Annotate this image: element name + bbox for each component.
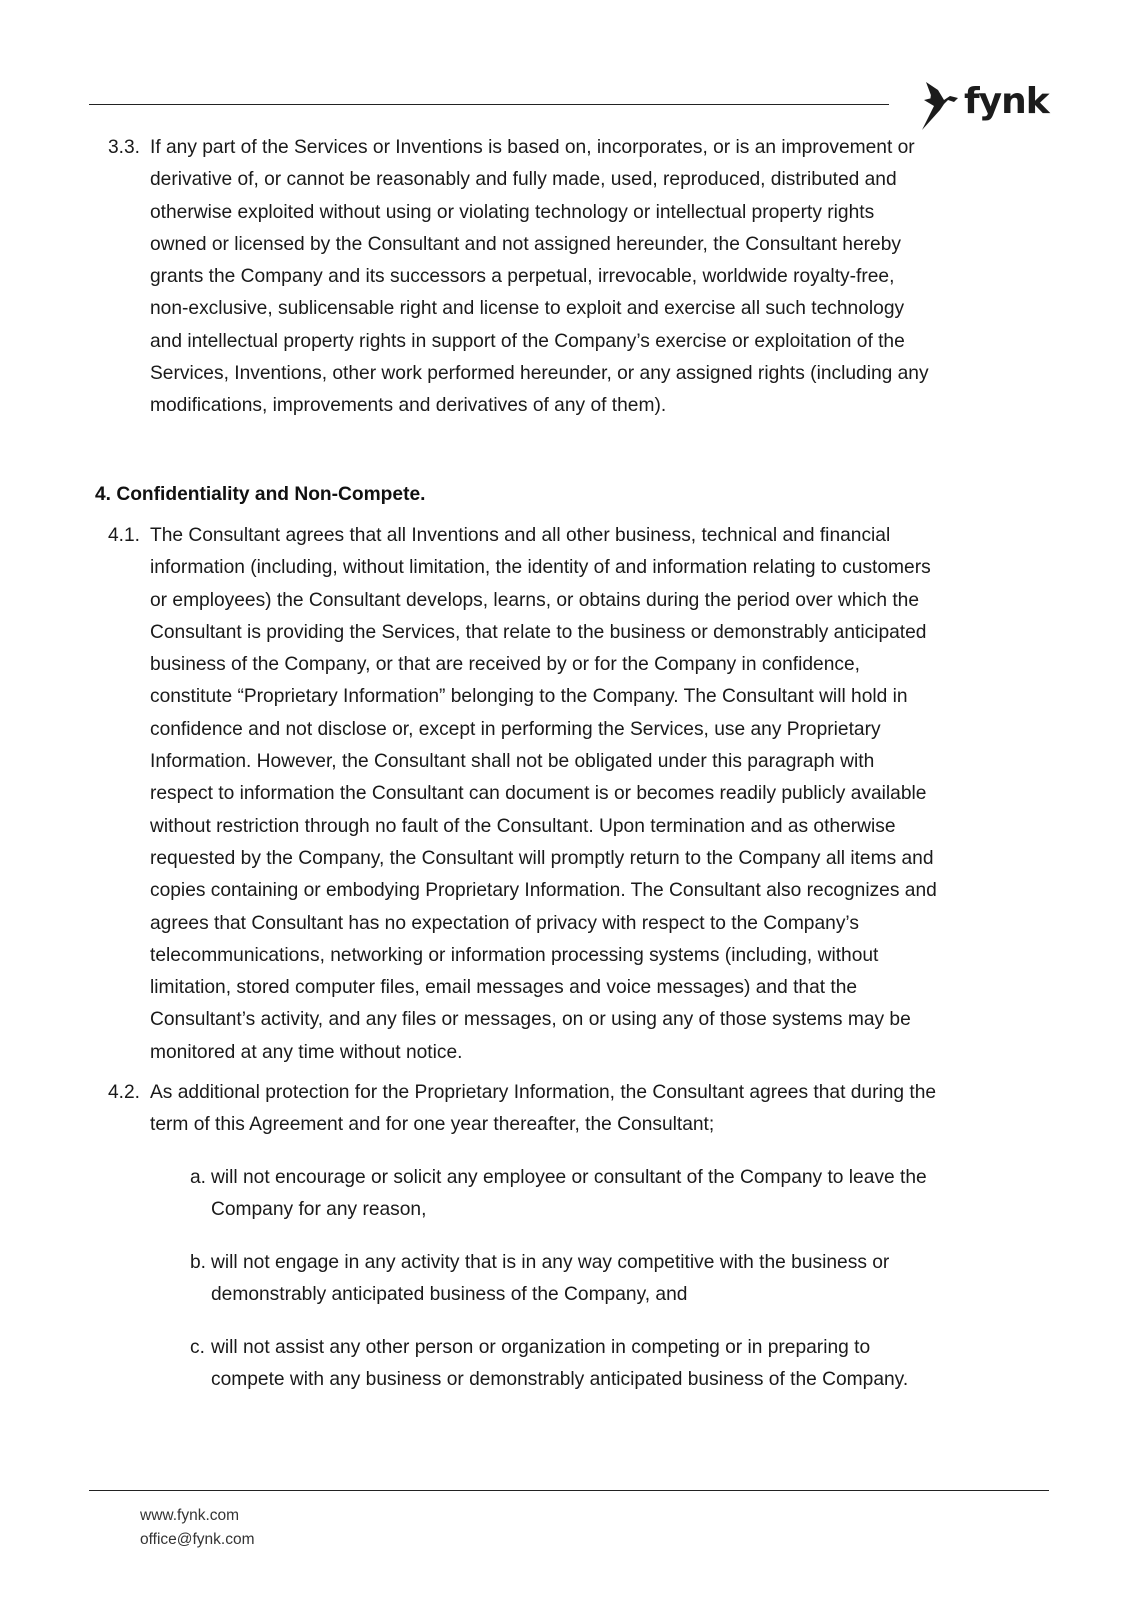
text-line: requested by the Company, the Consultant will promptly return to the Company all items and <box>150 847 934 869</box>
clause-text <box>150 520 1040 1069</box>
footer-email[interactable]: office@fynk.com <box>140 1531 255 1548</box>
clause-text <box>150 1077 1040 1142</box>
text-line: information (including, without limitation, the identity of and information relating to customers <box>150 557 931 579</box>
clause-number: 4.2. <box>108 1082 141 1103</box>
text-line: compete with any business or demonstrably anticipated business of the Company. <box>211 1369 909 1391</box>
footer-divider <box>89 1490 1049 1491</box>
text-line: Company for any reason, <box>211 1199 427 1221</box>
text-line: Information. However, the Consultant shall not be obligated under this paragraph with <box>150 751 875 773</box>
text-line: will not engage in any activity that is in any way competitive with the business or <box>211 1252 890 1273</box>
text-line: confidence and not disclose or, except in performing the Services, use any Proprietary <box>150 718 881 740</box>
text-line: copies containing or embodying Proprietary Information. The Consultant also recognizes and <box>150 880 937 902</box>
text-line: monitored at any time without notice. <box>150 1041 463 1063</box>
text-line: or employees) the Consultant develops, learns, or obtains during the period over which the <box>150 589 920 611</box>
text-line: derivative of, or cannot be reasonably and fully made, used, reproduced, distributed and <box>150 169 897 191</box>
text-line: otherwise exploited without using or violating technology or intellectual property rights <box>150 201 875 223</box>
text-line: The Consultant agrees that all Inventions and all other business, technical and financial <box>150 525 891 546</box>
text-line: agrees that Consultant has no expectation of privacy with respect to the Company’s <box>150 912 859 934</box>
text-line: will not encourage or solicit any employee or consultant of the Company to leave the <box>211 1167 927 1188</box>
footer <box>140 1504 255 1552</box>
text-line: As additional protection for the Proprietary Information, the Consultant agrees that during the <box>150 1082 937 1103</box>
text-line: limitation, stored computer files, email messages and voice messages) and that the <box>150 977 858 999</box>
text-line: respect to information the Consultant can document is or becomes readily publicly available <box>150 783 927 805</box>
clause-number: 3.3. <box>108 137 141 158</box>
text-line: demonstrably anticipated business of the Company, and <box>211 1284 688 1306</box>
text-line: modifications, improvements and derivatives of any of them). <box>150 395 667 417</box>
subclause-letter: a. <box>190 1167 207 1188</box>
clause-text <box>150 132 1040 423</box>
text-line: without restriction through no fault of the Consultant. Upon termination and as otherwise <box>150 815 896 837</box>
subclause-text <box>211 1247 1041 1312</box>
text-line: Consultant is providing the Services, that relate to the business or demonstrably anticipated <box>150 621 927 643</box>
bird-icon <box>918 80 964 132</box>
text-line: will not assist any other person or organization in competing or in preparing to <box>211 1337 871 1358</box>
section-heading: 4. Confidentiality and Non-Compete. <box>95 484 426 505</box>
text-line: constitute “Proprietary Information” belonging to the Company. The Consultant will hold in <box>150 686 908 708</box>
text-line: non-exclusive, sublicensable right and license to exploit and exercise all such technology <box>150 298 905 320</box>
brand-name: fynk <box>964 81 1049 122</box>
text-line: and intellectual property rights in support of the Company’s exercise or exploitation of the <box>150 330 905 352</box>
subclause-text <box>211 1332 1041 1397</box>
text-line: telecommunications, networking or information processing systems (including, without <box>150 944 879 966</box>
text-line: owned or licensed by the Consultant and not assigned hereunder, the Consultant hereby <box>150 233 901 255</box>
subclause-letter: b. <box>190 1252 207 1273</box>
footer-website[interactable]: www.fynk.com <box>140 1507 240 1524</box>
text-line: business of the Company, or that are received by or for the Company in confidence, <box>150 654 860 676</box>
text-line: If any part of the Services or Inventions is based on, incorporates, or is an improvement or <box>150 137 915 158</box>
header-divider <box>89 104 889 105</box>
subclause-text <box>211 1162 1041 1227</box>
clause-number: 4.1. <box>108 525 141 546</box>
text-line: Services, Inventions, other work performed hereunder, or any assigned rights (including any <box>150 363 929 385</box>
text-line: grants the Company and its successors a perpetual, irrevocable, worldwide royalty-free, <box>150 266 895 288</box>
text-line: term of this Agreement and for one year thereafter, the Consultant; <box>150 1114 715 1136</box>
subclause-letter: c. <box>190 1337 205 1358</box>
text-line: Consultant’s activity, and any files or messages, on or using any of those systems may be <box>150 1009 911 1031</box>
brand-logo <box>918 78 1048 134</box>
